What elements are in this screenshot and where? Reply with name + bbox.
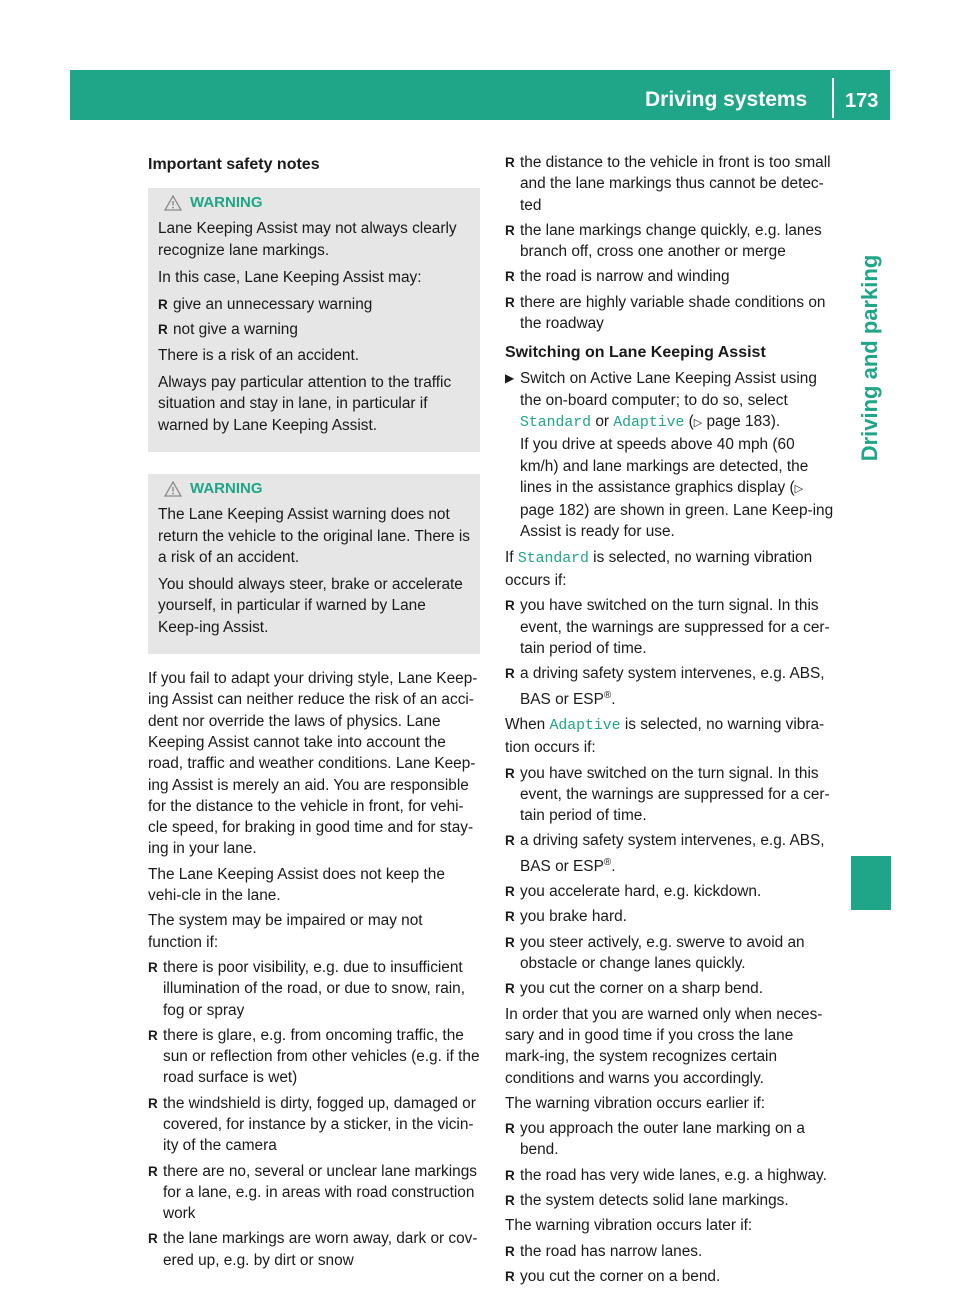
list-item: R the road has very wide lanes, e.g. a highway. bbox=[505, 1165, 835, 1186]
list-item: R there is glare, e.g. from oncoming traffic, the sun or reflection from other vehicles (e.g. if the road surface is wet) bbox=[148, 1025, 480, 1089]
body-paragraph: The warning vibration occurs earlier if: bbox=[505, 1094, 766, 1112]
list-item: R you brake hard. bbox=[505, 906, 835, 927]
body-paragraph: The warning vibration occurs later if: bbox=[505, 1217, 753, 1235]
list-item: R you have switched on the turn signal. In this event, the warnings are suppressed for a cer-tain period of time. bbox=[505, 763, 835, 827]
list-item: R you accelerate hard, e.g. kickdown. bbox=[505, 881, 835, 902]
side-tab-label: Driving and parking bbox=[857, 254, 882, 462]
later-list bbox=[505, 1241, 835, 1288]
warning-header bbox=[164, 478, 470, 499]
condition-text: is selected, no warning vibra-tion occurs if: bbox=[505, 715, 825, 757]
warning-triangle-icon bbox=[164, 195, 182, 211]
warning-triangle-icon bbox=[164, 481, 182, 497]
warning-text: The Lane Keeping Assist warning does not return the vehicle to the original lane. There is a risk of an accident. bbox=[158, 506, 470, 566]
or-text: or bbox=[595, 412, 610, 430]
impairment-list bbox=[148, 957, 480, 1271]
step-list bbox=[505, 368, 835, 542]
list-item: R give an unnecessary warning bbox=[158, 294, 470, 315]
list-item: R there are no, several or unclear lane markings for a lane, e.g. in areas with road construction work bbox=[148, 1161, 480, 1225]
warning-label: WARNING bbox=[190, 479, 263, 497]
registered-mark: ® bbox=[603, 856, 612, 868]
option-adaptive: Adaptive bbox=[613, 414, 685, 431]
warning-text: You should always steer, brake or accelerate yourself, in particular if warned by Lane Keep-ing Assist. bbox=[158, 576, 463, 636]
when-text: When bbox=[505, 715, 546, 733]
list-item: R the lane markings change quickly, e.g. lanes branch off, cross one another or merge bbox=[505, 220, 835, 263]
adaptive-conditions-list bbox=[505, 763, 835, 1000]
list-item: R the lane markings are worn away, dark or cov-ered up, e.g. by dirt or snow bbox=[148, 1228, 480, 1271]
chapter-title: Driving systems bbox=[645, 88, 808, 111]
page-ref: page 183). bbox=[706, 412, 781, 430]
page-ref-arrow-icon: ▷ bbox=[693, 416, 703, 429]
left-column bbox=[148, 152, 480, 1275]
impairment-list-continued bbox=[505, 152, 835, 334]
list-item: R you approach the outer lane marking on a bend. bbox=[505, 1118, 835, 1161]
list-item: R the road is narrow and winding bbox=[505, 266, 835, 287]
warning-label: WARNING bbox=[190, 194, 263, 211]
section-title-safety: Important safety notes bbox=[148, 156, 320, 173]
body-paragraph bbox=[505, 547, 835, 592]
option-standard: Standard bbox=[517, 550, 589, 567]
option-standard: Standard bbox=[520, 414, 592, 431]
list-item: R you cut the corner on a bend. bbox=[505, 1266, 835, 1287]
list-item: R the road has narrow lanes. bbox=[505, 1241, 835, 1262]
body-paragraph: The system may be impaired or may not function if: bbox=[148, 912, 423, 951]
step-text: If you drive at speeds above 40 mph (60 km/h) and lane markings are detected, the lines in the assistance graphics display bbox=[520, 436, 809, 496]
body-paragraph: If you fail to adapt your driving style, Lane Keep-ing Assist can neither reduce the risk of an acci-dent nor override the laws of physics. Lane Keeping Assist cannot take into account the road, traffic and weather conditions. Lane Keep-ing Assist is merely an aid. You are responsible for the distance to the vehicle in front, for vehi-cle speed, for braking in good time and for stay-ing in your lane. bbox=[148, 670, 478, 858]
list-item: R not give a warning bbox=[158, 319, 470, 340]
body-paragraph: The Lane Keeping Assist does not keep the vehi-cle in the lane. bbox=[148, 865, 445, 905]
warning-text: There is a risk of an accident. bbox=[158, 346, 360, 364]
step-item: ▶ Switch on Active Lane Keeping Assist using the on-board computer; to do so, select Standard or Adaptive (▷ page 183). If you drive at speeds above 40 mph (60 km/h) and lane markings are detected, the lines in the assistance graphics display (▷ page 182) are shown in green. Lane Keep-ing Assist is ready for use. bbox=[505, 368, 835, 542]
list-item: R there are highly variable shade conditions on the roadway bbox=[505, 292, 835, 335]
page-ref-arrow-icon: ▷ bbox=[794, 482, 804, 495]
body-paragraph: In order that you are warned only when neces-sary and in good time if you cross the lane mark-ing, the system recognizes certain conditions and warns you accordingly. bbox=[505, 1005, 823, 1087]
header-divider bbox=[832, 78, 834, 118]
warning-text: Always pay particular attention to the traffic situation and stay in lane, in particular if warned by Lane Keeping Assist. bbox=[158, 374, 452, 434]
warning-box-1 bbox=[148, 188, 480, 452]
warning-list bbox=[158, 294, 470, 341]
step-text: Switch on Active Lane Keeping Assist using the on-board computer; to do so, select bbox=[520, 370, 817, 409]
list-item: R you steer actively, e.g. swerve to avoid an obstacle or change lanes quickly. bbox=[505, 932, 835, 975]
standard-conditions-list bbox=[505, 595, 835, 710]
list-item: R there is poor visibility, e.g. due to insufficient illumination of the road, or due to snow, rain, fog or spray bbox=[148, 957, 480, 1021]
page-number: 173 bbox=[845, 90, 879, 112]
page-ref: page 182) are shown in green. Lane Keep-ing Assist is ready for use. bbox=[520, 502, 834, 541]
warning-text: In this case, Lane Keeping Assist may: bbox=[158, 268, 422, 286]
list-item: R you cut the corner on a sharp bend. bbox=[505, 978, 835, 999]
warning-header bbox=[164, 192, 470, 213]
list-item: R the windshield is dirty, fogged up, damaged or covered, for instance by a sticker, in the vicin-ity of the camera bbox=[148, 1093, 480, 1157]
option-adaptive: Adaptive bbox=[549, 717, 621, 734]
registered-mark: ® bbox=[603, 689, 612, 701]
section-title-switching-on: Switching on Lane Keeping Assist bbox=[505, 344, 766, 362]
list-item-text: a driving safety system intervenes, e.g. ABS, BAS or ESP bbox=[520, 665, 825, 708]
body-paragraph bbox=[505, 714, 835, 759]
list-item-text: a driving safety system intervenes, e.g. ABS, BAS or ESP bbox=[520, 832, 825, 875]
list-item: R the system detects solid lane markings. bbox=[505, 1190, 835, 1211]
side-tab-marker bbox=[851, 856, 891, 910]
list-item: R a driving safety system intervenes, e.g. ABS, BAS or ESP®. bbox=[505, 830, 835, 877]
right-column bbox=[505, 152, 835, 1291]
earlier-list bbox=[505, 1118, 835, 1211]
list-item: R you have switched on the turn signal. In this event, the warnings are suppressed for a cer-tain period of time. bbox=[505, 595, 835, 659]
list-item: R the distance to the vehicle in front is too small and the lane markings thus cannot be detec-ted bbox=[505, 152, 835, 216]
list-item: R a driving safety system intervenes, e.g. ABS, BAS or ESP®. bbox=[505, 663, 835, 710]
if-text: If bbox=[505, 548, 514, 566]
condition-text: is selected, no warning vibration occurs if: bbox=[505, 548, 813, 590]
warning-box-2 bbox=[148, 474, 480, 654]
warning-text: Lane Keeping Assist may not always clearly recognize lane markings. bbox=[158, 220, 457, 259]
